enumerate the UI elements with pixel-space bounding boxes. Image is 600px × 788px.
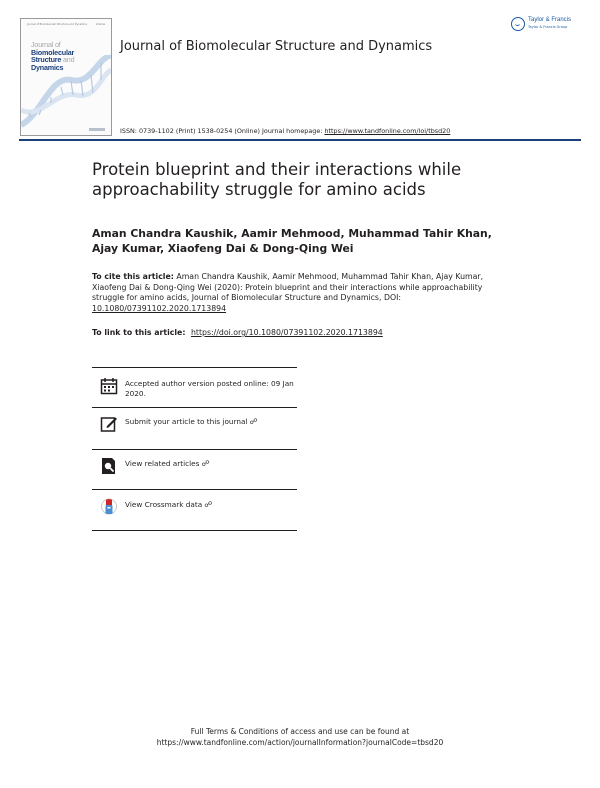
external-link-icon: ☍ (204, 500, 213, 509)
journal-homepage-link[interactable]: https://www.tandfonline.com/loi/tbsd20 (324, 127, 451, 135)
cover-title-word-3: Dynamics (31, 62, 64, 72)
publisher-tagline: Taylor & Francis Group (528, 25, 568, 29)
edit-icon (100, 415, 118, 433)
accepted-date-text: Accepted author version posted online: 09 Jan 2020. (125, 379, 294, 398)
crossmark-link[interactable] (100, 498, 300, 524)
article-authors: Aman Chandra Kaushik, Aamir Mehmood, Muhammad Tahir Khan, Ajay Kumar, Xiaofeng Dai & Dong-Qing Wei (92, 227, 492, 255)
submit-article-link[interactable] (100, 415, 300, 441)
cover-title-word-2: Structure (31, 55, 62, 64)
external-link-icon: ☍ (249, 417, 258, 426)
related-articles-label (125, 459, 300, 469)
footer-terms-link[interactable]: https://www.tandfonline.com/action/journalInformation?journalCode=tbsd20 (156, 737, 444, 747)
cover-title-word-1: Biomolecular (31, 47, 75, 57)
journal-cover-thumbnail (20, 18, 112, 136)
article-link-label: To link to this article: (92, 328, 186, 337)
cover-title-and: and (62, 55, 75, 64)
citation-block (92, 272, 512, 314)
cover-publisher-mark (89, 128, 105, 131)
citation-doi-link[interactable]: 10.1080/07391102.2020.1713894 (92, 303, 227, 313)
footer-terms-text: Full Terms & Conditions of access and use can be found at (190, 727, 410, 736)
article-title: Protein blueprint and their interactions while approachability struggle for amino acids (92, 160, 462, 199)
publisher-logo[interactable] (511, 16, 583, 34)
submit-article-text: Submit your article to this journal (125, 417, 248, 426)
footer (0, 727, 600, 748)
dna-helix-image (21, 55, 111, 135)
related-articles-text: View related articles (125, 459, 200, 468)
external-link-icon: ☍ (201, 459, 210, 468)
article-doi-link[interactable]: https://doi.org/10.1080/07391102.2020.1713894 (190, 328, 383, 337)
search-document-icon (100, 457, 118, 475)
action-divider (92, 530, 297, 531)
issn-line (120, 127, 450, 135)
action-divider (92, 407, 297, 408)
journal-title: Journal of Biomolecular Structure and Dynamics (120, 39, 433, 54)
action-divider (92, 449, 297, 450)
crossmark-label (125, 500, 300, 510)
header-divider (19, 139, 581, 141)
cover-small-text: Journal of Biomolecular Structure and Dynamics (27, 23, 88, 26)
calendar-icon (100, 377, 118, 395)
action-divider (92, 367, 297, 368)
publisher-name: Taylor & Francis (528, 17, 572, 23)
crossmark-text: View Crossmark data (125, 500, 203, 509)
crossmark-icon (100, 498, 118, 516)
cover-small-right-text: Volume (95, 23, 105, 26)
cover-title-prefix: Journal of (31, 40, 61, 49)
related-articles-link[interactable] (100, 457, 300, 483)
citation-label: To cite this article: (92, 272, 174, 281)
citation-text: Aman Chandra Kaushik, Aamir Mehmood, Muhammad Tahir Khan, Ajay Kumar, Xiaofeng Dai & Dong-Qing Wei (2020): Protein blueprint and their interactions while approachability struggle for amino acids, Journal of Biomolecular Structure and Dynamics, DOI: (92, 272, 484, 303)
accepted-date-item (100, 377, 300, 403)
article-link-line (92, 328, 383, 337)
action-divider (92, 489, 297, 490)
issn-text: ISSN: 0739-1102 (Print) 1538-0254 (Online) Journal homepage: (120, 127, 323, 135)
submit-article-label (125, 417, 300, 427)
publisher-logo-icon (511, 17, 525, 31)
